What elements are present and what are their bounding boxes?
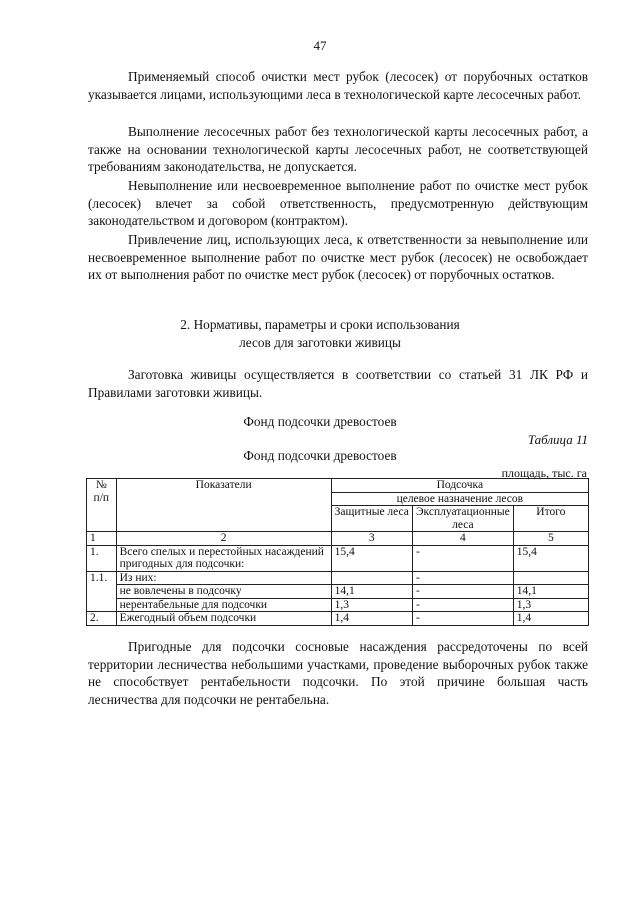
row-num: 1. [87,545,117,571]
row-name: нерентабельные для подсочки [116,598,331,612]
paragraph-closing: Пригодные для подсочки сосновые насаждения рассредоточены по всей территории лесничества небольшими участками, проведение выборочных рубок также не способствует рентабельности подсочки. По этой причине большая часть лесничества для подсочки не рентабельна. [88,639,588,707]
header-total: Итого [513,506,588,532]
tapping-fund-table [86,478,589,626]
row-protective: 15,4 [331,545,412,571]
row-protective [331,571,412,585]
row-name: не вовлечены в подсочку [116,585,331,599]
paragraph-prosecution: Привлечение лиц, использующих леса, к ответственности за невыполнение или несвоевременное выполнение работ по очистке мест рубок (лесосек) не освобождает их от выполнения работ по очистке мест рубок (лесосек) от порубочных остатков. [88,232,588,283]
table-caption: Таблица 11 [527,432,588,447]
header-indicator: Показатели [116,479,331,532]
row-total: 14,1 [513,585,588,599]
paragraph-tech-map: Выполнение лесосечных работ без технологической карты лесосечных работ, а также на основании технологической карты лесосечных работ, не соответствующей требованиям законодательства, не допускается. [88,124,588,175]
row-exploitation: - [412,545,513,571]
table-row [87,545,589,571]
row-protective: 14,1 [331,585,412,599]
row-exploitation: - [412,585,513,599]
table-row [87,598,589,612]
subheading: Фонд подсочки древостоев [243,414,397,429]
table-units: площадь, тыс. га [501,466,587,480]
row-exploitation: - [412,571,513,585]
row-name: Всего спелых и перестойных насаждений пригодных для подсочки: [116,545,331,571]
section-heading-line-1: 2. Нормативы, параметры и сроки использования [180,317,460,332]
table-index-row [87,532,589,546]
table-header-row [87,479,589,493]
table-row [87,612,589,626]
index-cell: 2 [116,532,331,546]
row-exploitation: - [412,612,513,626]
header-protective: Защитные леса [331,506,412,532]
table-row [87,585,589,599]
row-total: 15,4 [513,545,588,571]
index-cell: 3 [331,532,412,546]
paragraph-resin-tapping: Заготовка живицы осуществляется в соответствии со статьей 31 ЛК РФ и Правилами заготовки живицы. [88,367,588,400]
row-protective: 1,4 [331,612,412,626]
paragraph-liability: Невыполнение или несвоевременное выполнение работ по очистке мест рубок (лесосек) влечет за собой ответственность, предусмотренную действующим законодательством и договором (контрактом). [88,178,588,229]
table-title: Фонд подсочки древостоев [243,448,397,463]
row-total: 1,3 [513,598,588,612]
row-total [513,571,588,585]
header-num: № п/п [87,479,117,532]
section-heading-line-2: лесов для заготовки живицы [239,335,401,350]
index-cell: 5 [513,532,588,546]
index-cell: 4 [412,532,513,546]
index-cell: 1 [87,532,117,546]
row-total: 1,4 [513,612,588,626]
header-subgroup: целевое назначение лесов [331,492,588,506]
row-protective: 1,3 [331,598,412,612]
page-number: 47 [313,38,327,53]
table-row [87,571,589,585]
header-exploitation: Эксплуатационные леса [412,506,513,532]
row-exploitation: - [412,598,513,612]
paragraph-cleanup-method: Применяемый способ очистки мест рубок (лесосек) от порубочных остатков указывается лицами, использующими леса в технологической карте лесосечных работ. [88,69,588,102]
row-name: Из них: [116,571,331,585]
header-group: Подсочка [331,479,588,493]
row-num: 2. [87,612,117,626]
row-name: Ежегодный объем подсочки [116,612,331,626]
row-num: 1.1. [87,571,117,612]
